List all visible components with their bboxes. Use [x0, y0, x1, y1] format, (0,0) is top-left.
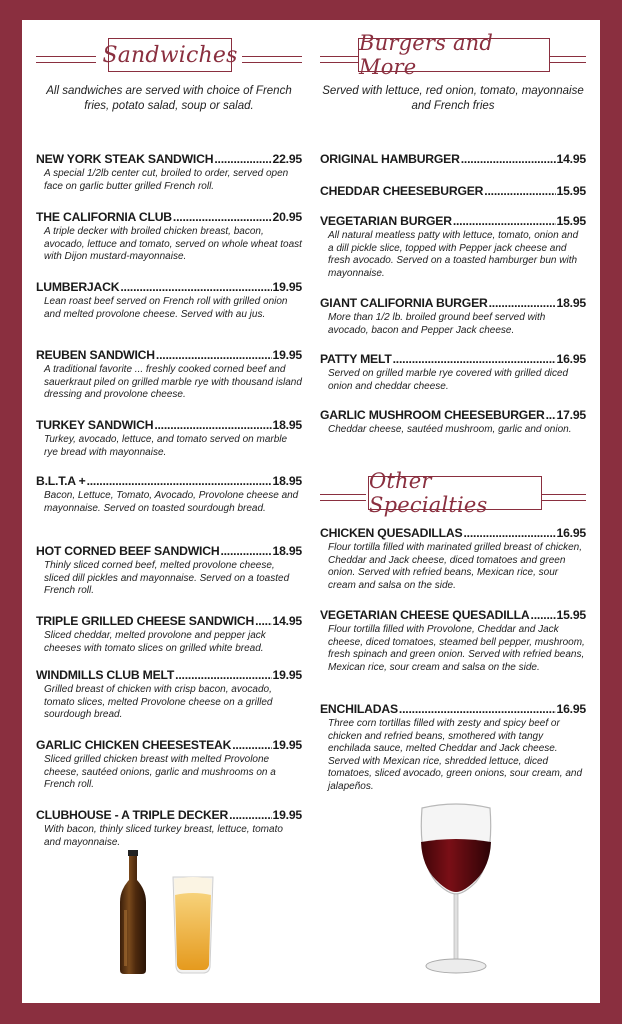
leader-dots	[220, 544, 271, 558]
item-name: TURKEY SANDWICH	[36, 418, 154, 432]
menu-item	[320, 152, 586, 166]
item-price: 15.95	[556, 608, 586, 622]
item-name: WINDMILLS CLUB MELT	[36, 668, 175, 682]
item-price: 17.95	[556, 408, 586, 422]
sandwiches-intro: All sandwiches are served with choice of French fries, potato salad, soup or salad.	[46, 85, 292, 112]
leader-dots	[484, 184, 555, 198]
leader-dots	[154, 418, 271, 432]
item-name: NEW YORK STEAK SANDWICH	[36, 152, 214, 166]
item-price: 18.95	[272, 474, 302, 488]
menu-item	[320, 408, 586, 437]
item-name: VEGETARIAN CHEESE QUESADILLA	[320, 608, 530, 622]
leader-dots	[489, 296, 556, 310]
item-price: 19.95	[272, 280, 302, 294]
item-description: Thinly sliced corned beef, melted provolone cheese, sliced dill pickles and mayonnaise. Served on a toasted French roll.	[44, 560, 290, 597]
leader-dots	[232, 738, 271, 752]
item-name: B.L.T.A +	[36, 474, 86, 488]
item-name: PATTY MELT	[320, 352, 392, 366]
item-description: Sliced grilled chicken breast with melted Provolone cheese, sautéed onions, garlic and mushrooms on a French roll.	[44, 754, 276, 791]
burgers-intro: Served with lettuce, red onion, tomato, mayonnaise and French fries	[322, 85, 584, 112]
item-name: REUBEN SANDWICH	[36, 348, 155, 362]
item-name: GARLIC CHICKEN CHEESESTEAK	[36, 738, 232, 752]
item-price: 14.95	[556, 152, 586, 166]
menu-item	[36, 210, 302, 264]
menu-item	[36, 280, 302, 321]
item-name: THE CALIFORNIA CLUB	[36, 210, 172, 224]
item-price: 16.95	[556, 526, 586, 540]
menu-item	[36, 474, 302, 515]
leader-dots	[87, 474, 272, 488]
item-name: GIANT CALIFORNIA BURGER	[320, 296, 488, 310]
header-rule-right	[550, 56, 586, 63]
leader-dots	[229, 808, 271, 822]
item-name: CHEDDAR CHEESEBURGER	[320, 184, 484, 198]
item-name: TRIPLE GRILLED CHEESE SANDWICH	[36, 614, 255, 628]
item-price: 14.95	[272, 614, 302, 628]
item-price: 16.95	[556, 702, 586, 716]
menu-item	[320, 184, 586, 198]
menu-item	[36, 808, 302, 849]
leader-dots	[173, 210, 272, 224]
item-price: 19.95	[272, 738, 302, 752]
sandwiches-title: Sandwiches	[108, 38, 232, 72]
burgers-title: Burgers and More	[358, 38, 550, 72]
leader-dots	[453, 214, 556, 228]
header-rule-left	[36, 56, 96, 63]
leader-dots	[399, 702, 556, 716]
item-name: LUMBERJACK	[36, 280, 120, 294]
item-description: All natural meatless patty with lettuce, tomato, onion and a dill pickle slice, topped with Pepper jack cheese and fresh avocado. Served on a toasted hamburger bun with mayonnaise.	[328, 230, 579, 279]
leader-dots	[461, 152, 556, 166]
item-description: Turkey, avocado, lettuce, and tomato served on marble rye bread with mayonnaise.	[44, 434, 288, 458]
header-rule-right	[242, 56, 302, 63]
leader-dots	[120, 280, 271, 294]
item-price: 15.95	[556, 214, 586, 228]
leader-dots	[175, 668, 271, 682]
item-price: 16.95	[556, 352, 586, 366]
item-description: Three corn tortillas filled with zesty and spicy beef or chicken and refried beans, smothered with tangy enchilada sauce, melted Cheddar and Jack cheese. Served with Mexican rice, shredded lettuce, diced tomatoes, sliced avocado, green onions, sour cream, and jalapeños.	[328, 718, 583, 792]
item-price: 18.95	[272, 418, 302, 432]
leader-dots	[546, 408, 556, 422]
item-price: 19.95	[272, 348, 302, 362]
leader-dots	[463, 526, 555, 540]
menu-item	[320, 352, 586, 393]
header-rule-right	[542, 494, 586, 501]
menu-item	[36, 544, 302, 598]
menu-item	[36, 348, 302, 402]
item-price: 20.95	[272, 210, 302, 224]
menu-page	[22, 20, 600, 1003]
menu-item	[36, 614, 302, 655]
menu-item	[320, 296, 586, 337]
item-name: ORIGINAL HAMBURGER	[320, 152, 460, 166]
specialties-header	[320, 469, 586, 522]
sandwiches-header	[36, 38, 302, 84]
leader-dots	[255, 614, 271, 628]
item-description: Served on grilled marble rye covered with grilled diced onion and cheddar cheese.	[328, 368, 569, 392]
item-name: ENCHILADAS	[320, 702, 398, 716]
item-price: 18.95	[272, 544, 302, 558]
leader-dots	[393, 352, 556, 366]
item-description: Lean roast beef served on French roll with grilled onion and melted provolone cheese. Served with au jus.	[44, 296, 288, 320]
wine-glass-image	[416, 800, 496, 980]
burgers-header	[320, 31, 586, 84]
menu-item	[36, 738, 302, 792]
menu-item	[320, 526, 586, 592]
burgers-column	[320, 31, 586, 792]
item-name: GARLIC MUSHROOM CHEESEBURGER	[320, 408, 545, 422]
item-name: CLUBHOUSE - A TRIPLE DECKER	[36, 808, 229, 822]
leader-dots	[531, 608, 556, 622]
beer-bottle-image	[118, 850, 148, 974]
item-description: Flour tortilla filled with marinated grilled breast of chicken, Cheddar and Jack cheese, diced tomatoes and green onion. Served with refried beans, Mexican rice, sour cream and salsa on the side.	[328, 542, 582, 591]
header-rule-left	[320, 56, 358, 63]
item-name: CHICKEN QUESADILLAS	[320, 526, 463, 540]
item-name: VEGETARIAN BURGER	[320, 214, 452, 228]
menu-item	[36, 668, 302, 722]
menu-item	[320, 702, 586, 794]
menu-item	[320, 214, 586, 280]
item-description: A traditional favorite ... freshly cooked corned beef and sauerkraut piled on grilled marble rye with thousand island dressing and provolone cheese.	[44, 364, 302, 401]
specialties-title: Other Specialties	[368, 476, 542, 510]
menu-item	[36, 418, 302, 459]
sandwiches-column	[36, 38, 302, 848]
menu-item	[36, 152, 302, 193]
item-price: 18.95	[556, 296, 586, 310]
item-description: Flour tortilla filled with Provolone, Cheddar and Jack cheese, diced tomatoes, steamed bell pepper, mushroom, fresh spinach and green onion. Served with refried beans, Mexican rice, sour cream and salsa on the side.	[328, 624, 585, 673]
item-price: 19.95	[272, 808, 302, 822]
header-rule-left	[320, 494, 366, 501]
item-description: Sliced cheddar, melted provolone and pepper jack cheeses with tomato slices on grilled white bread.	[44, 630, 266, 654]
menu-item	[320, 608, 586, 674]
item-description: A triple decker with broiled chicken breast, bacon, avocado, lettuce and tomato, served on whole wheat toast with Dijon mustard-mayonnaise.	[44, 226, 302, 263]
item-description: A special 1/2lb center cut, broiled to order, served open face on garlic butter grilled French roll.	[44, 168, 289, 192]
item-description: More than 1/2 lb. broiled ground beef served with avocado, bacon and Pepper Jack cheese.	[328, 312, 546, 336]
leader-dots	[156, 348, 272, 362]
item-description: Grilled breast of chicken with crisp bacon, avocado, tomato slices, melted Provolone cheese on a grilled sourdough bread.	[44, 684, 273, 721]
item-price: 19.95	[272, 668, 302, 682]
beer-glass-image	[170, 875, 216, 975]
item-description: Bacon, Lettuce, Tomato, Avocado, Provolone cheese and mayonnaise. Served on toasted sourdough bread.	[44, 490, 299, 514]
item-price: 15.95	[556, 184, 586, 198]
item-name: HOT CORNED BEEF SANDWICH	[36, 544, 220, 558]
item-description: With bacon, thinly sliced turkey breast, lettuce, tomato and mayonnaise.	[44, 824, 283, 848]
item-description: Cheddar cheese, sautéed mushroom, garlic and onion.	[328, 424, 572, 435]
leader-dots	[214, 152, 271, 166]
item-price: 22.95	[272, 152, 302, 166]
